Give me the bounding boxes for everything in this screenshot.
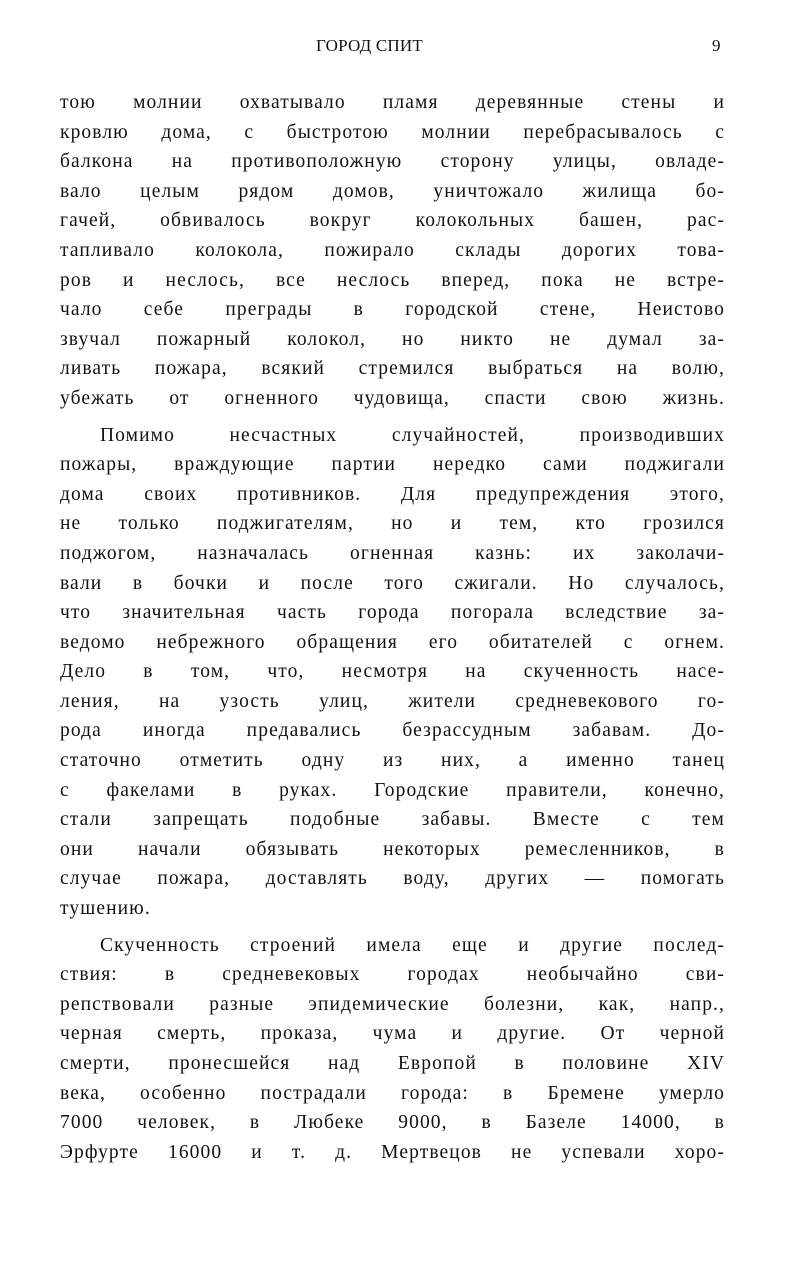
- text-line: вали в бочки и после того сжигали. Но случалось,: [60, 572, 725, 594]
- text-line: рода иногда предавались безрассудным забавам. До-: [60, 720, 725, 742]
- header-title: ГОРОД СПИТ: [316, 36, 423, 55]
- text-line: века, особенно пострадали города: в Бремене умерло: [60, 1082, 725, 1104]
- text-line: 7000 человек, в Любеке 9000, в Базеле 14000, в: [60, 1112, 725, 1134]
- text-line: тушению.: [60, 898, 151, 920]
- text-line: тапливало колокола, пожирало склады дорогих това-: [60, 239, 725, 261]
- text-line: тою молнии охватывало пламя деревянные стены и: [60, 92, 725, 113]
- text-line: случае пожара, доставлять воду, других — помогать: [60, 868, 725, 890]
- body-text: [60, 88, 725, 1167]
- text-line: поджогом, назначалась огненная казнь: их заколачи-: [60, 542, 725, 564]
- text-line: черная смерть, проказа, чума и другие. От черной: [60, 1023, 725, 1045]
- text-line: репствовали разные эпидемические болезни, как, напр.,: [60, 993, 725, 1015]
- text-line: Скученность строений имела еще и другие послед-: [100, 934, 725, 956]
- text-line: ведомо небрежного обращения его обитателей с огнем.: [60, 631, 725, 653]
- text-line: звучал пожарный колокол, но никто не думал за-: [60, 328, 725, 350]
- text-line: что значительная часть города погорала вследствие за-: [60, 602, 725, 624]
- text-line: вало целым рядом домов, уничтожало жилища бо-: [60, 180, 725, 202]
- page-number: 9: [712, 36, 721, 55]
- text-line: пожары, враждующие партии нередко сами поджигали: [60, 454, 725, 476]
- paragraph: [60, 931, 725, 1168]
- text-line: они начали обязывать некоторых ремесленников, в: [60, 838, 725, 860]
- text-line: Помимо несчастных случайностей, производивших: [100, 424, 725, 446]
- text-line: дома своих противников. Для предупреждения этого,: [60, 483, 725, 505]
- text-line: кровлю дома, с быстротою молнии перебрасывалось с: [60, 121, 725, 143]
- text-line: ливать пожара, всякий стремился выбраться на волю,: [60, 358, 725, 380]
- text-line: с факелами в руках. Городские правители, конечно,: [60, 779, 725, 801]
- text-line: Дело в том, что, несмотря на скученность насе-: [60, 661, 725, 683]
- paragraph: [60, 421, 725, 924]
- text-line: убежать от огненного чудовища, спасти свою жизнь.: [60, 387, 725, 409]
- text-line: ров и неслось, все неслось вперед, пока не встре-: [60, 269, 725, 291]
- text-line: ствия: в средневековых городах необычайно сви-: [60, 964, 725, 986]
- text-line: ления, на узость улиц, жители средневекового го-: [60, 690, 725, 712]
- text-line: статочно отметить одну из них, а именно танец: [60, 750, 725, 772]
- text-line: не только поджигателям, но и тем, кто грозился: [60, 513, 725, 535]
- text-line: чало себе преграды в городской стене, Неистово: [60, 299, 725, 321]
- paragraph: [60, 88, 725, 414]
- running-head: [0, 36, 800, 60]
- text-line: балкона на противоположную сторону улицы, овладе-: [60, 151, 725, 173]
- text-line: смерти, пронесшейся над Европой в половине XIV: [60, 1053, 725, 1074]
- text-line: стали запрещать подобные забавы. Вместе с тем: [60, 809, 725, 831]
- text-line: гачей, обвивалось вокруг колокольных башен, рас-: [60, 210, 725, 232]
- text-line: Эрфурте 16000 и т. д. Мертвецов не успевали хоро-: [60, 1141, 725, 1163]
